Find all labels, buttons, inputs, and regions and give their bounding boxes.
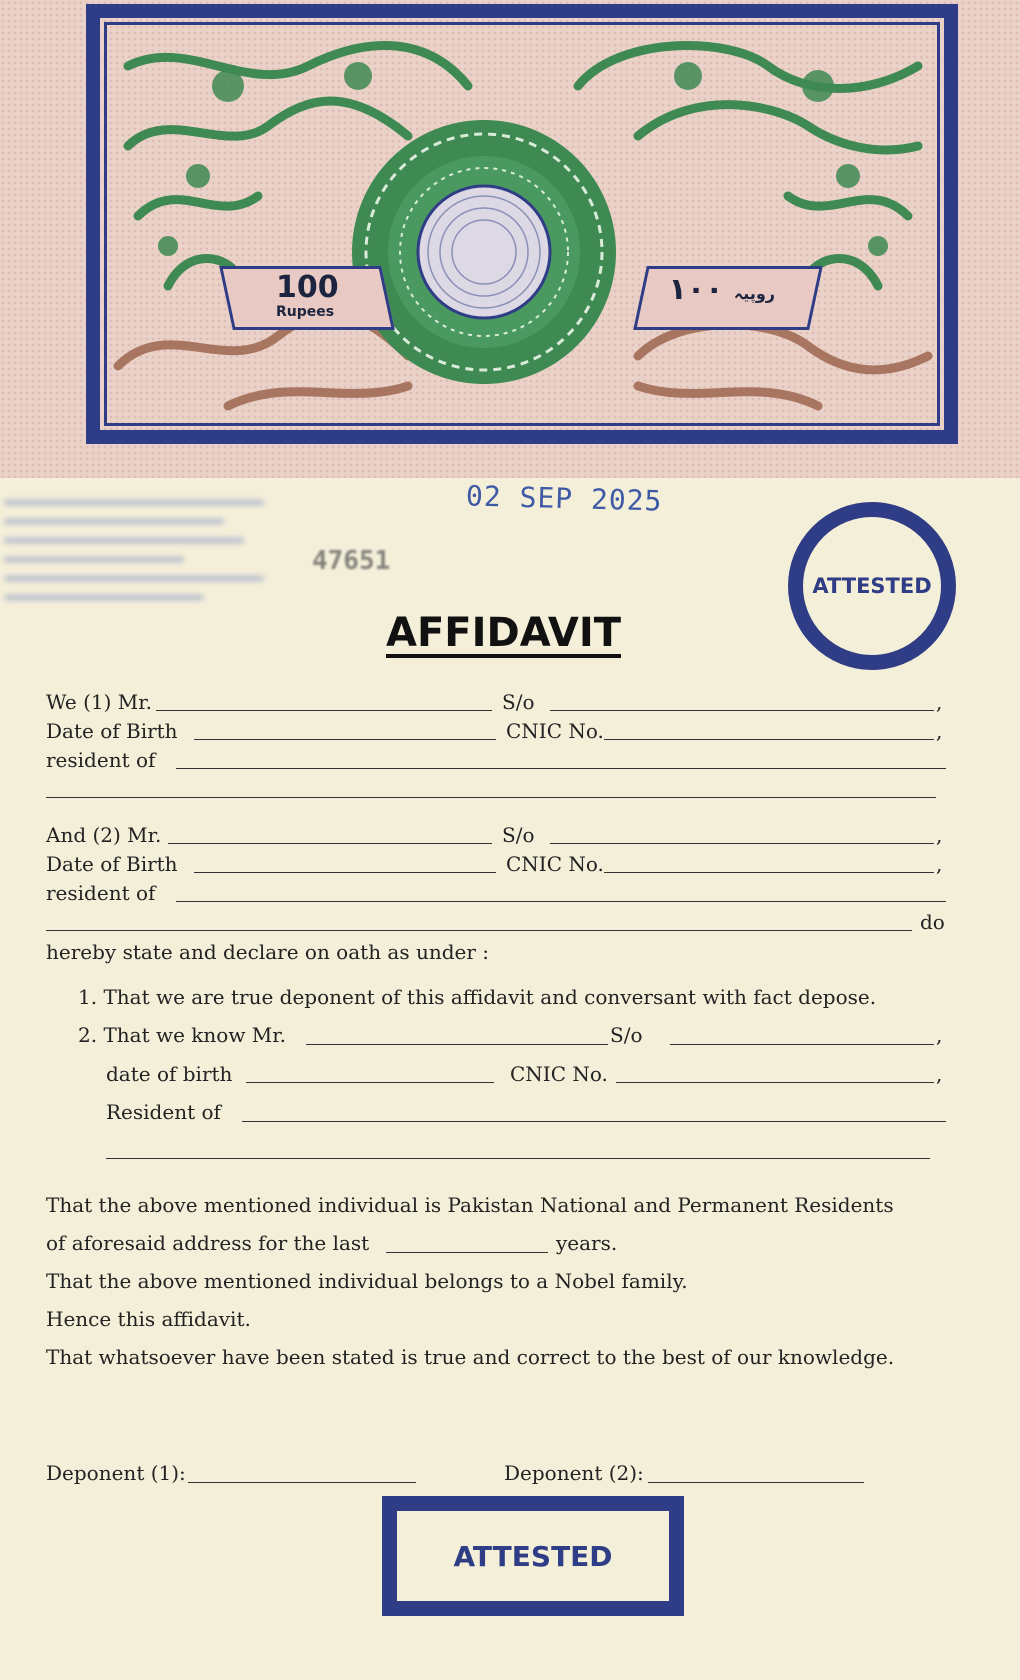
denomination-label: Rupees <box>276 304 335 320</box>
para3-text: Hence this affidavit. <box>46 1307 251 1331</box>
item2-so-label: S/o <box>610 1023 643 1047</box>
party1-dob-label: Date of Birth <box>46 719 178 743</box>
denomination-urdu-number: ۱۰۰ <box>668 272 724 307</box>
item2-resident-label: Resident of <box>106 1100 221 1124</box>
para2-text: That the above mentioned individual belongs to a Nobel family. <box>46 1269 688 1293</box>
party1-resident-field-2[interactable] <box>46 797 936 798</box>
item2-so-field[interactable] <box>670 1044 934 1045</box>
denomination-urdu-label: روپیہ <box>733 284 775 303</box>
box-stamp-text: ATTESTED <box>453 1539 613 1573</box>
comma: , <box>936 690 943 714</box>
party2-name-label: And (2) Mr. <box>46 823 162 847</box>
denomination-left <box>226 268 376 330</box>
item1-text: 1. That we are true deponent of this affidavit and conversant with fact depose. <box>78 985 877 1009</box>
circle-stamp-text: ATTESTED <box>812 574 932 598</box>
party2-cnic-label: CNIC No. <box>506 852 604 876</box>
attested-box-stamp <box>382 1496 684 1616</box>
comma: , <box>936 1062 943 1086</box>
party2-so-label: S/o <box>502 823 535 847</box>
party1-name-field[interactable] <box>156 710 492 711</box>
deponent1-label: Deponent (1): <box>46 1461 186 1485</box>
serial-number: 47651 <box>312 546 391 576</box>
party1-cnic-field[interactable] <box>604 739 934 740</box>
party1-dob-field[interactable] <box>194 739 496 740</box>
party2-dob-label: Date of Birth <box>46 852 178 876</box>
comma: , <box>936 1023 943 1047</box>
item2-name-field[interactable] <box>306 1044 608 1045</box>
party2-resident-field-2[interactable] <box>46 930 912 931</box>
party1-resident-label: resident of <box>46 748 156 772</box>
party1-so-field[interactable] <box>550 710 934 711</box>
party2-do-label: do <box>920 910 945 934</box>
party2-cnic-field[interactable] <box>604 872 934 873</box>
party1-so-label: S/o <box>502 690 535 714</box>
party2-so-field[interactable] <box>550 843 934 844</box>
item2-label: 2. That we know Mr. <box>78 1023 287 1047</box>
comma: , <box>936 719 943 743</box>
item2-dob-label: date of birth <box>106 1062 233 1086</box>
denomination-number: 100 <box>276 270 339 305</box>
deponent1-signature-field[interactable] <box>188 1482 416 1483</box>
para1-line1: That the above mentioned individual is Pakistan National and Permanent Residents <box>46 1193 894 1217</box>
comma: , <box>936 823 943 847</box>
item2-resident-field[interactable] <box>242 1121 946 1122</box>
item2-resident-field-2[interactable] <box>106 1158 930 1159</box>
item2-dob-field[interactable] <box>246 1082 494 1083</box>
declare-text: hereby state and declare on oath as under : <box>46 940 490 964</box>
date-stamp: 02 SEP 2025 <box>465 479 663 518</box>
comma: , <box>936 852 943 876</box>
para1-years: years. <box>556 1231 618 1255</box>
party1-cnic-label: CNIC No. <box>506 719 604 743</box>
denomination-right <box>645 268 815 330</box>
para1-line2: of aforesaid address for the last <box>46 1231 370 1255</box>
years-field[interactable] <box>386 1252 548 1253</box>
item2-cnic-label: CNIC No. <box>510 1062 608 1086</box>
party1-resident-field[interactable] <box>176 768 946 769</box>
deponent2-signature-field[interactable] <box>648 1482 864 1483</box>
party2-resident-label: resident of <box>46 881 156 905</box>
attested-circle-stamp <box>788 502 956 670</box>
party2-dob-field[interactable] <box>194 872 496 873</box>
page-title: AFFIDAVIT <box>386 610 622 656</box>
party2-name-field[interactable] <box>168 843 492 844</box>
stamp-ornament <box>108 26 938 422</box>
party2-resident-field[interactable] <box>176 901 946 902</box>
item2-cnic-field[interactable] <box>616 1082 934 1083</box>
vendor-stamp-blurred <box>4 486 304 666</box>
denomination-urdu <box>669 272 775 307</box>
deponent2-label: Deponent (2): <box>504 1461 644 1485</box>
para4-text: That whatsoever have been stated is true and correct to the best of our knowledge. <box>46 1345 895 1369</box>
party1-name-label: We (1) Mr. <box>46 690 153 714</box>
